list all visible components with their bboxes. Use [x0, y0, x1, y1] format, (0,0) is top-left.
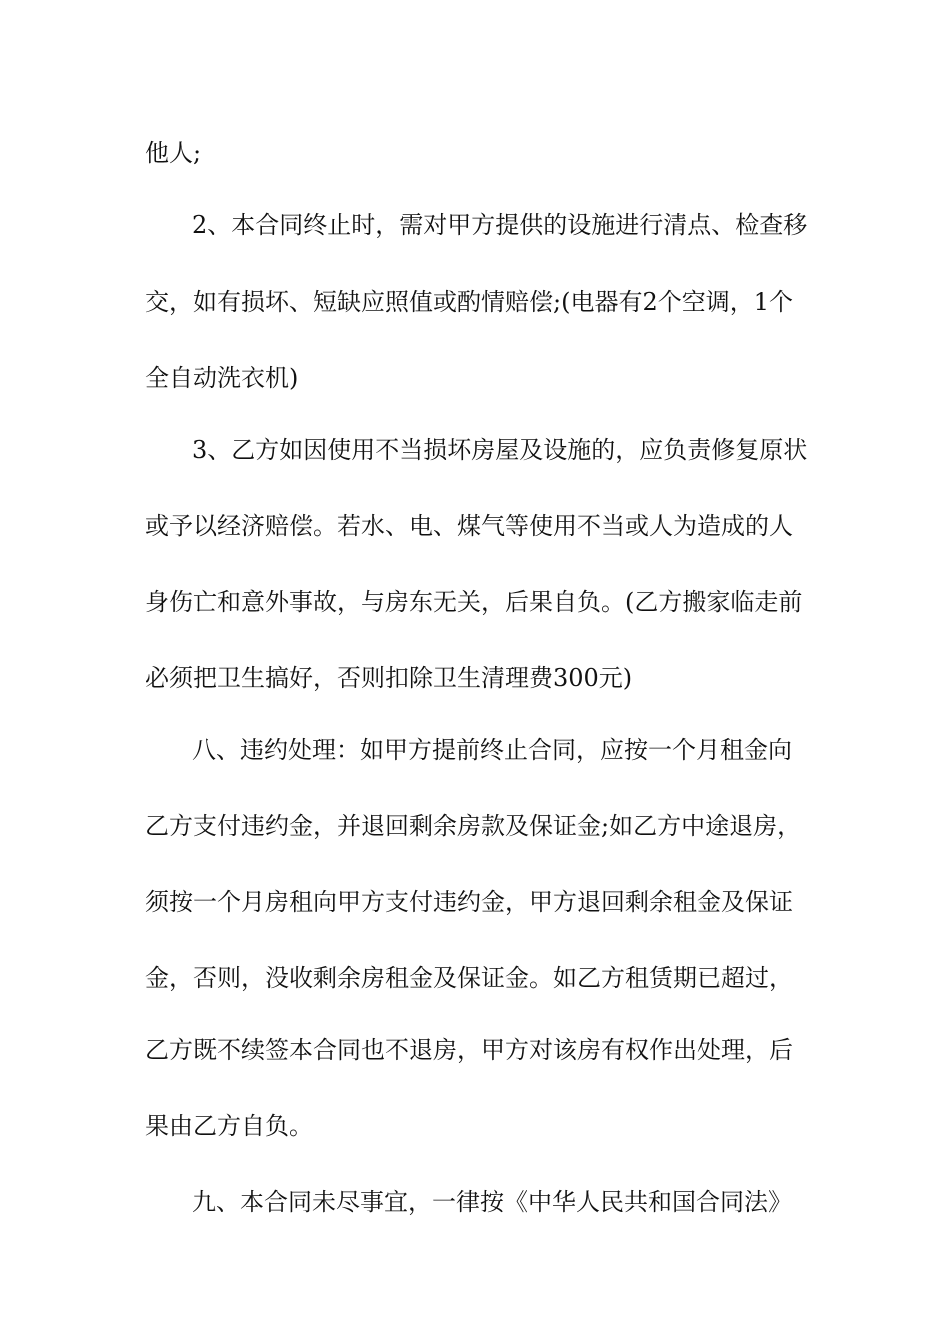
text-line: 必须把卫生搞好，否则扣除卫生清理费300元) — [145, 664, 633, 692]
text-line: 交，如有损坏、短缺应照值或酌情赔偿;(电器有2个空调，1个 — [145, 288, 793, 316]
text-line: 金，否则，没收剩余房租金及保证金。如乙方租赁期已超过， — [145, 964, 793, 992]
text-line: 须按一个月房租向甲方支付违约金，甲方退回剩余租金及保证 — [145, 888, 793, 916]
text-line: 果由乙方自负。 — [145, 1112, 313, 1140]
text-line: 九、本合同未尽事宜，一律按《中华人民共和国合同法》 — [192, 1188, 792, 1216]
text-line: 2、本合同终止时，需对甲方提供的设施进行清点、检查移 — [192, 211, 808, 239]
text-line: 全自动洗衣机) — [145, 364, 299, 392]
text-line: 3、乙方如因使用不当损坏房屋及设施的，应负责修复原状 — [192, 436, 808, 464]
text-line: 八、违约处理：如甲方提前终止合同，应按一个月租金向 — [192, 736, 792, 764]
text-line: 乙方支付违约金，并退回剩余房款及保证金;如乙方中途退房， — [145, 812, 802, 840]
text-line: 或予以经济赔偿。若水、电、煤气等使用不当或人为造成的人 — [145, 512, 793, 540]
text-line: 身伤亡和意外事故，与房东无关，后果自负。(乙方搬家临走前 — [145, 588, 803, 616]
text-line: 乙方既不续签本合同也不退房，甲方对该房有权作出处理，后 — [145, 1036, 793, 1064]
text-line: 他人; — [145, 139, 202, 167]
